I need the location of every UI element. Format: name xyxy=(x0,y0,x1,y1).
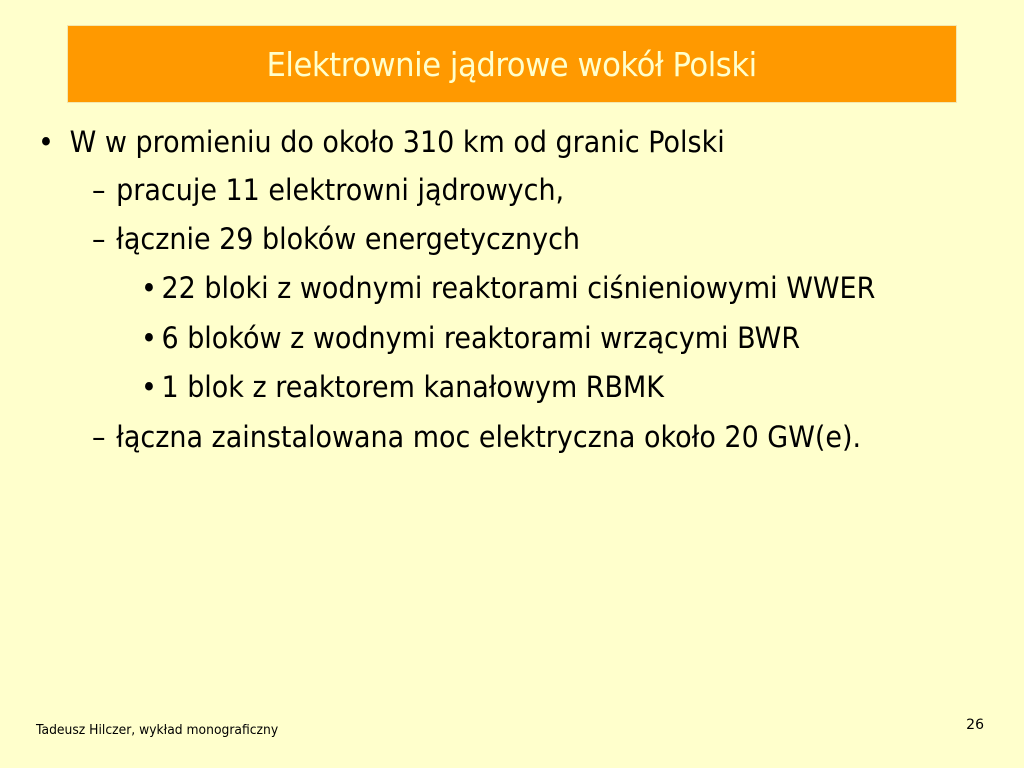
slide-title: Elektrownie jądrowe wokół Polski xyxy=(266,44,758,84)
bullet-text: W w promieniu do około 310 km od granic Polski xyxy=(69,125,725,159)
bullet-marker: • xyxy=(141,271,157,305)
dash-marker: – xyxy=(92,222,106,256)
bullet-level-2 xyxy=(92,417,861,457)
bullet-level-3 xyxy=(141,268,875,308)
bullet-level-3 xyxy=(141,367,664,407)
page-number: 26 xyxy=(966,717,984,733)
bullet-marker: • xyxy=(38,125,54,159)
bullet-level-2 xyxy=(92,170,564,210)
bullet-level-3 xyxy=(141,318,800,358)
bullet-text: pracuje 11 elektrowni jądrowych, xyxy=(116,173,565,207)
dash-marker: – xyxy=(92,420,106,454)
bullet-text: 22 bloki z wodnymi reaktorami ciśnieniowymi WWER xyxy=(161,271,876,305)
bullet-text: 6 bloków z wodnymi reaktorami wrzącymi BWR xyxy=(161,321,801,355)
bullet-text: 1 blok z reaktorem kanałowym RBMK xyxy=(161,370,664,404)
slide-title-bar xyxy=(68,26,956,102)
bullet-text: łączna zainstalowana moc elektryczna około 20 GW(e). xyxy=(116,420,862,454)
bullet-text: łącznie 29 bloków energetycznych xyxy=(116,222,581,256)
bullet-level-2 xyxy=(92,219,580,259)
bullet-level-1 xyxy=(38,122,725,162)
bullet-marker: • xyxy=(141,370,157,404)
dash-marker: – xyxy=(92,173,106,207)
footer-author: Tadeusz Hilczer, wykład monograficzny xyxy=(36,723,279,738)
bullet-marker: • xyxy=(141,321,157,355)
